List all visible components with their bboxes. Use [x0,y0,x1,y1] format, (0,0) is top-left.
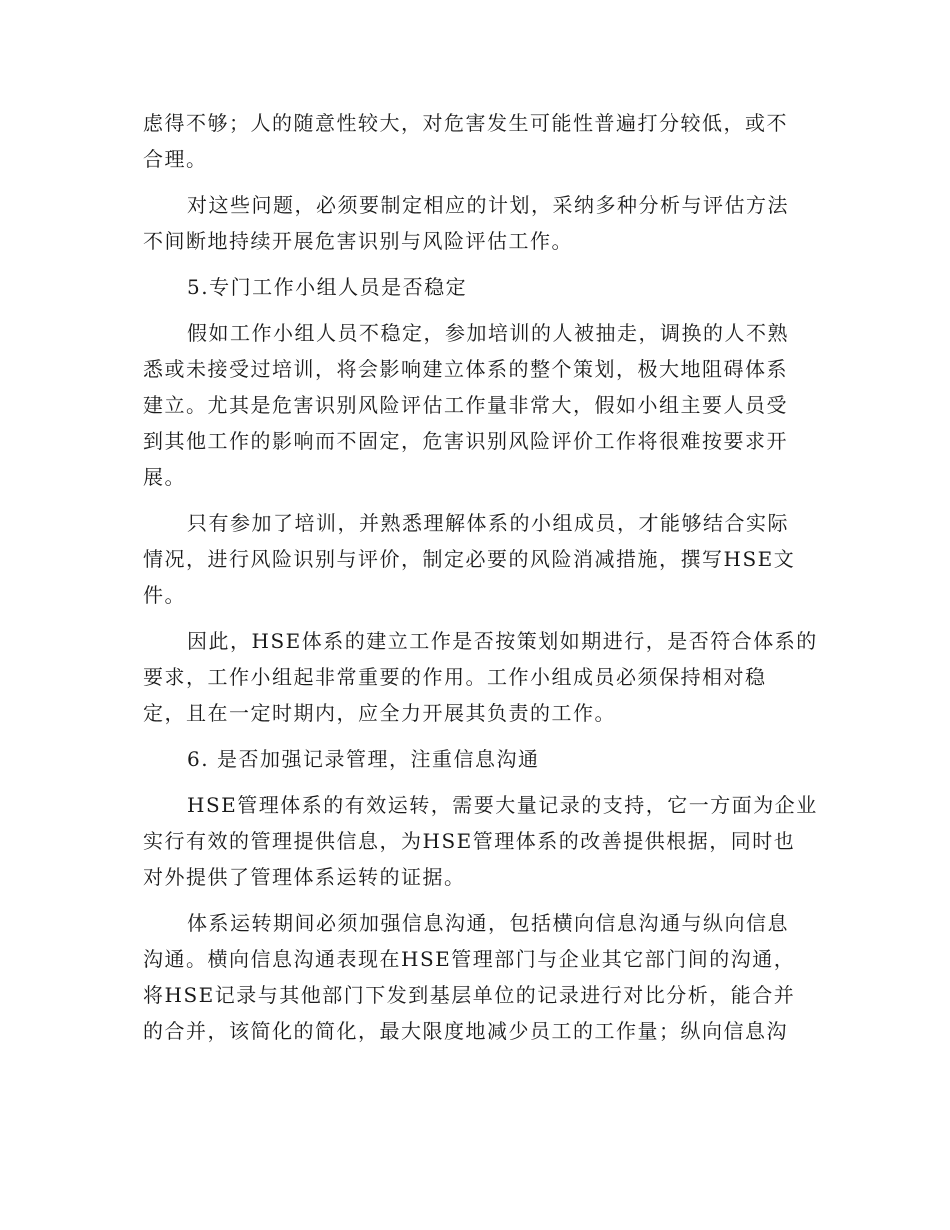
text-line: 将HSE记录与其他部门下发到基层单位的记录进行对比分析，能合并 [143,983,796,1007]
heading-text: 5.专门工作小组人员是否稳定 [187,275,468,299]
text-line: 展。 [143,465,186,489]
text-line: 定，且在一定时期内，应全力开展其负责的工作。 [143,701,616,725]
text-line: 不间断地持续开展危害识别与风险评估工作。 [143,229,573,253]
paragraph [143,623,818,731]
text-line: 体系运转期间必须加强信息沟通，包括横向信息沟通与纵向信息 [187,911,789,935]
text-line: 建立。尤其是危害识别风险评估工作量非常大，假如小组主要人员受 [143,393,788,417]
text-line: 实行有效的管理提供信息，为HSE管理体系的改善提供根据，同时也 [143,829,796,853]
text-line: 假如工作小组人员不稳定，参加培训的人被抽走，调换的人不熟 [187,321,789,345]
text-line: HSE管理体系的有效运转，需要大量记录的支持，它一方面为企业 [187,793,818,817]
text-line: 件。 [143,583,186,607]
text-line: 因此，HSE体系的建立工作是否按策划如期进行，是否符合体系的 [187,629,818,653]
text-line: 情况，进行风险识别与评价，制定必要的风险消减措施，撰写HSE文 [143,547,796,571]
text-line: 对这些问题，必须要制定相应的计划，采纳多种分析与评估方法 [187,193,789,217]
paragraph [143,905,811,1049]
paragraph [143,105,811,177]
text-line: 合理。 [143,147,208,171]
text-line: 虑得不够；人的随意性较大，对危害发生可能性普遍打分较低，或不 [143,111,788,135]
paragraph [143,787,818,895]
paragraph [143,187,811,259]
text-line: 到其他工作的影响而不固定，危害识别风险评价工作将很难按要求开 [143,429,788,453]
text-line: 要求，工作小组起非常重要的作用。工作小组成员必须保持相对稳 [143,665,767,689]
text-line: 悉或未接受过培训，将会影响建立体系的整个策划，极大地阻碍体系 [143,357,788,381]
text-line: 只有参加了培训，并熟悉理解体系的小组成员，才能够结合实际 [187,511,789,535]
document-page [143,105,818,1059]
text-line: 沟通。横向信息沟通表现在HSE管理部门与企业其它部门间的沟通， [143,947,796,971]
text-line: 对外提供了管理体系运转的证据。 [143,865,466,889]
text-line: 的合并，该简化的简化，最大限度地减少员工的工作量；纵向信息沟 [143,1019,788,1043]
section-heading [143,269,811,305]
paragraph [143,505,811,613]
heading-text: 6. 是否加强记录管理，注重信息沟通 [187,747,540,771]
paragraph [143,315,811,495]
section-heading [143,741,811,777]
